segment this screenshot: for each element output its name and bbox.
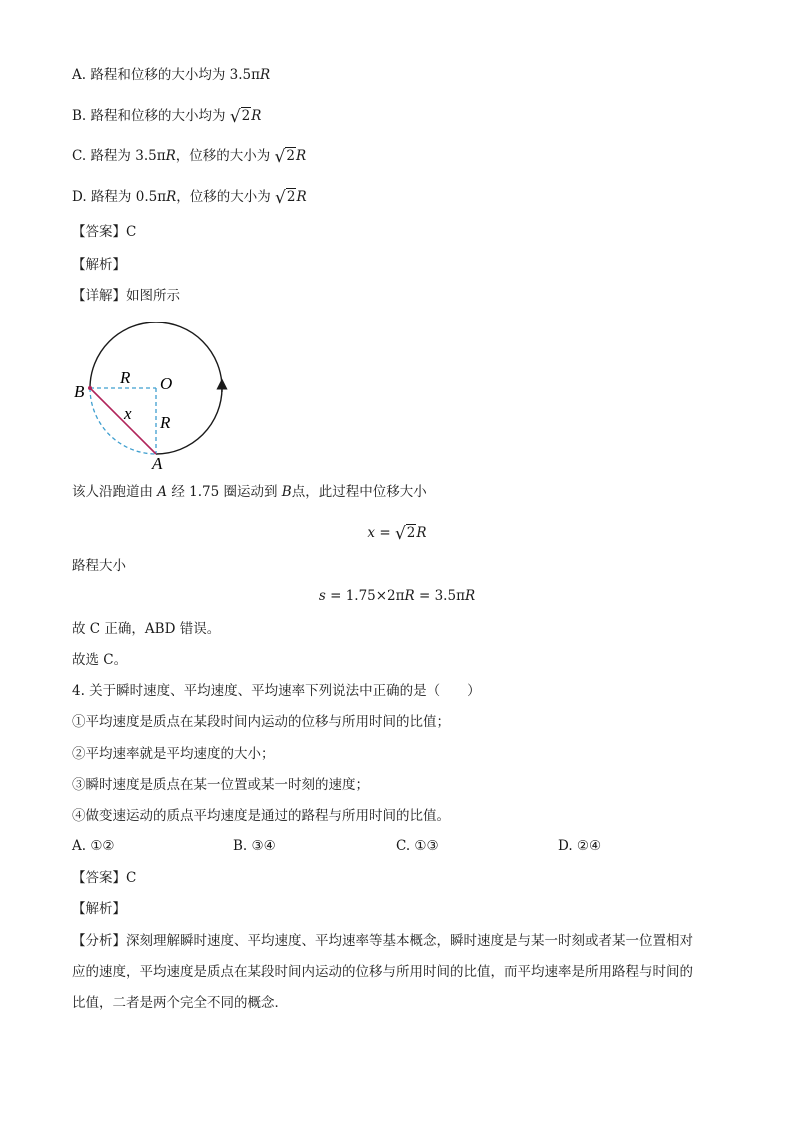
sqrt-expression [230,106,251,125]
detail-line [72,287,180,305]
option-label: B. [72,108,87,124]
radicand: 2 [286,148,295,164]
detail-tag: 【详解】 [72,288,126,304]
radical-icon: √ [229,107,241,127]
text: 故选 C。 [72,652,128,668]
variable-r: R [259,67,271,83]
variable-r: R [295,148,307,164]
option-b [72,106,261,125]
radicand: 2 [406,525,416,541]
q4-option-c: C. ①③ [396,838,439,854]
label-o: O [160,374,173,393]
explain-line-2 [72,557,126,575]
sqrt-expression [275,146,296,165]
radicand: 2 [286,189,296,205]
explain-line-1 [72,483,427,501]
expression: = 3.5π [414,588,465,604]
q4-answer-line [72,869,136,887]
option-text: 路程和位移的大小均为 [90,67,226,83]
explain-line-4 [72,651,127,669]
question-4-stem [72,682,481,700]
equation-displacement [0,522,794,542]
label-a: A [152,454,163,472]
answer-value: C [126,870,137,886]
sqrt-expression [395,522,416,542]
label-b: B [74,382,85,401]
text: ③瞬时速度是质点在某一位置或某一时刻的速度； [72,777,369,793]
q4-option-d: D. ②④ [558,838,602,854]
variable-s: s [318,588,326,604]
statement-3 [72,776,369,794]
text: 4. 关于瞬时速度、平均速度、平均速率下列说法中正确的是（ ） [72,683,481,699]
variable-r: R [416,525,427,541]
statement-2 [72,745,275,763]
text: 该人沿跑道由 [72,484,153,500]
explain-line-3 [72,620,220,638]
option-value: 0.5π [135,189,167,205]
label-r-side: R [160,413,171,432]
answer-value: C [126,224,137,240]
analysis-tag: 【解析】 [72,257,126,273]
label-r-top: R [120,368,131,387]
option-value: 3.5π [229,67,260,83]
option-a [72,66,270,84]
equation-distance [0,588,794,604]
detail-text: 如图所示 [126,288,180,304]
option-d [72,187,307,206]
radical-icon: √ [275,188,286,208]
analysis-tag: 【解析】 [72,901,126,917]
option-text: 路程为 [90,189,132,205]
answer-line [72,223,136,241]
sqrt-expression [275,187,296,206]
text: 比值，二者是两个完全不同的概念． [72,995,288,1011]
text: 故 C 正确，ABD 错误。 [72,621,221,637]
option-text: 路程和位移的大小均为 [90,108,226,124]
radical-icon: √ [394,524,406,544]
text: 路程大小 [72,558,126,574]
circle-diagram [72,322,252,472]
variable-r: R [404,588,415,604]
variable-r: R [464,588,476,604]
fenxi-tag: 【分析】 [72,933,126,949]
variable-a: A [157,484,168,500]
q4-fenxi-line-2 [72,963,693,981]
option-c [72,146,306,165]
analysis-heading [72,256,126,274]
option-text: ，位移的大小为 [175,148,271,164]
text: ④做变速运动的质点平均速度是通过的路程与所用时间的比值。 [72,808,450,824]
option-text: ，位移的大小为 [176,189,271,205]
variable-r: R [251,108,262,124]
text: 经 1.75 圈运动到 [171,484,278,500]
text: ②平均速率就是平均速度的大小； [72,746,275,762]
radical-icon: √ [274,147,286,167]
q4-fenxi-line-3 [72,994,288,1012]
radicand: 2 [241,108,251,124]
answer-tag: 【答案】 [72,224,126,240]
option-label: D. [72,189,87,205]
variable-r: R [166,189,177,205]
variable-r: R [165,148,176,164]
point-b-dot [88,386,92,390]
label-x: x [124,404,132,423]
statement-1 [72,713,450,731]
text: ①平均速度是质点在某段时间内运动的位移与所用时间的比值； [72,714,450,730]
displacement-chord [90,388,156,454]
option-value: 3.5π [135,148,166,164]
statement-4 [72,807,450,825]
equals: = [375,525,395,541]
q4-analysis-heading [72,900,126,918]
variable-r: R [296,189,307,205]
q4-option-b: B. ③④ [233,838,276,854]
variable-b: B [281,484,292,500]
variable-x: x [367,525,376,541]
text: 应的速度，平均速度是质点在某段时间内运动的位移与所用时间的比值，而平均速率是所用路程与时间的 [72,964,693,980]
text: 深刻理解瞬时速度、平均速度、平均速率等基本概念，瞬时速度是与某一时刻或者某一位置相对 [126,933,693,949]
expression: = 1.75×2π [325,588,405,604]
option-label: C. [72,148,87,164]
q4-fenxi-line-1 [72,932,693,950]
q4-option-a: A. ①② [72,838,115,854]
option-label: A. [72,67,87,83]
option-text: 路程为 [90,148,131,164]
answer-tag: 【答案】 [72,870,126,886]
text: 点，此过程中位移大小 [291,484,427,500]
